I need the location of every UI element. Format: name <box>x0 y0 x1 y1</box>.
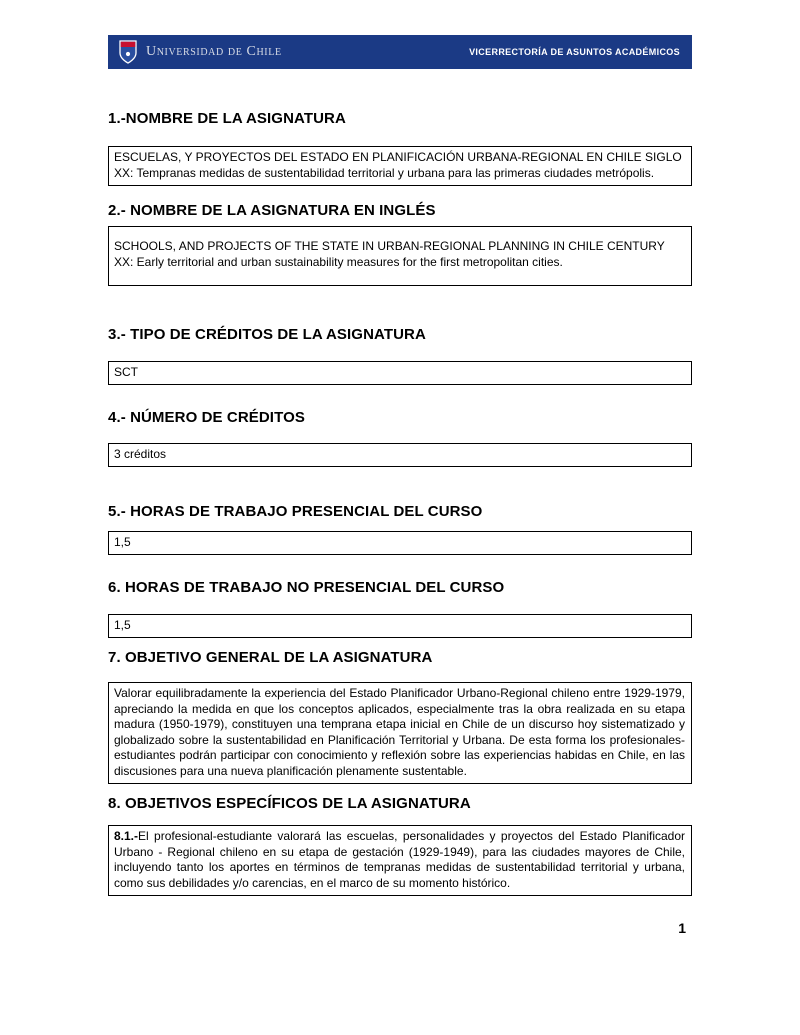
objective-number: 8.1.- <box>114 829 139 843</box>
section-nombre-ingles <box>108 202 692 286</box>
section-content: SCT <box>114 365 138 379</box>
section-content: SCHOOLS, AND PROJECTS OF THE STATE IN URBAN-REGIONAL PLANNING IN CHILE CENTURY XX: Early territorial and urban sustainability measures for the first metropolitan cities. <box>114 239 665 269</box>
section-content-box <box>108 614 692 638</box>
section-content: 3 créditos <box>114 447 167 461</box>
university-logo-group <box>118 39 282 65</box>
section-numero-creditos <box>108 409 692 467</box>
header-banner <box>108 35 692 69</box>
section-content-box <box>108 146 692 186</box>
university-crest-icon <box>118 39 138 65</box>
vicerrectoria-label: VICERRECTORÍA DE ASUNTOS ACADÉMICOS <box>469 47 680 57</box>
section-title: 8. OBJETIVOS ESPECÍFICOS DE LA ASIGNATURA <box>108 795 471 812</box>
section-content: Valorar equilibradamente la experiencia del Estado Planificador Urbano-Regional chileno entre 1929-1979, apreciando la medida en que los conceptos aplicados, especialmente tras la obra realizada en su etapa madura (1950-1979), constituyen una temprana etapa inicial en Chile de un discurso hoy sistematizado y globalizado sobre la sustentabilidad en Planificación Territorial y Urbana. De esta forma los profesionales-estudiantes podrán participar con conocimiento y reflexión sobre las experiencias habidas en Chile, en las discusiones para una nueva planificación plenamente sustentable. <box>114 686 685 778</box>
section-nombre-asignatura <box>108 110 692 186</box>
section-content-box <box>108 825 692 896</box>
section-content-box <box>108 443 692 467</box>
section-objetivos-especificos <box>108 795 692 896</box>
section-content-box <box>108 531 692 555</box>
page-number: 1 <box>678 920 686 936</box>
section-objetivo-general <box>108 649 692 784</box>
section-tipo-creditos <box>108 326 692 385</box>
section-content-box <box>108 682 692 784</box>
section-horas-presencial <box>108 503 692 555</box>
section-content: ESCUELAS, Y PROYECTOS DEL ESTADO EN PLANIFICACIÓN URBANA-REGIONAL EN CHILE SIGLO XX: Tempranas medidas de sustentabilidad territorial y urbana para las primeras ciudades metrópolis. <box>114 150 682 180</box>
document-content <box>108 35 692 936</box>
section-title: 6. HORAS DE TRABAJO NO PRESENCIAL DEL CURSO <box>108 579 505 596</box>
section-title: 5.- HORAS DE TRABAJO PRESENCIAL DEL CURSO <box>108 503 483 520</box>
section-content: 1,5 <box>114 618 131 632</box>
section-horas-no-presencial <box>108 579 692 638</box>
section-title: 7. OBJETIVO GENERAL DE LA ASIGNATURA <box>108 649 433 666</box>
section-title: 1.-NOMBRE DE LA ASIGNATURA <box>108 110 346 127</box>
section-content: 1,5 <box>114 535 131 549</box>
section-title: 4.- NÚMERO DE CRÉDITOS <box>108 409 305 426</box>
section-content-box <box>108 226 692 286</box>
section-title: 2.- NOMBRE DE LA ASIGNATURA EN INGLÉS <box>108 202 436 219</box>
section-content-box <box>108 361 692 385</box>
section-content: El profesional-estudiante valorará las escuelas, personalidades y proyectos del Estado Planificador Urbano - Regional chileno en su etapa de gestación (1929-1949), para las ciudades mayores de Chile, incluyendo tanto los aportes en términos de tempranas medidas de sustentabilidad territorial y urbana, como sus debilidades y/o carencias, en el marco de su momento histórico. <box>114 829 685 890</box>
university-name: Universidad de Chile <box>146 44 282 59</box>
section-title: 3.- TIPO DE CRÉDITOS DE LA ASIGNATURA <box>108 326 426 343</box>
